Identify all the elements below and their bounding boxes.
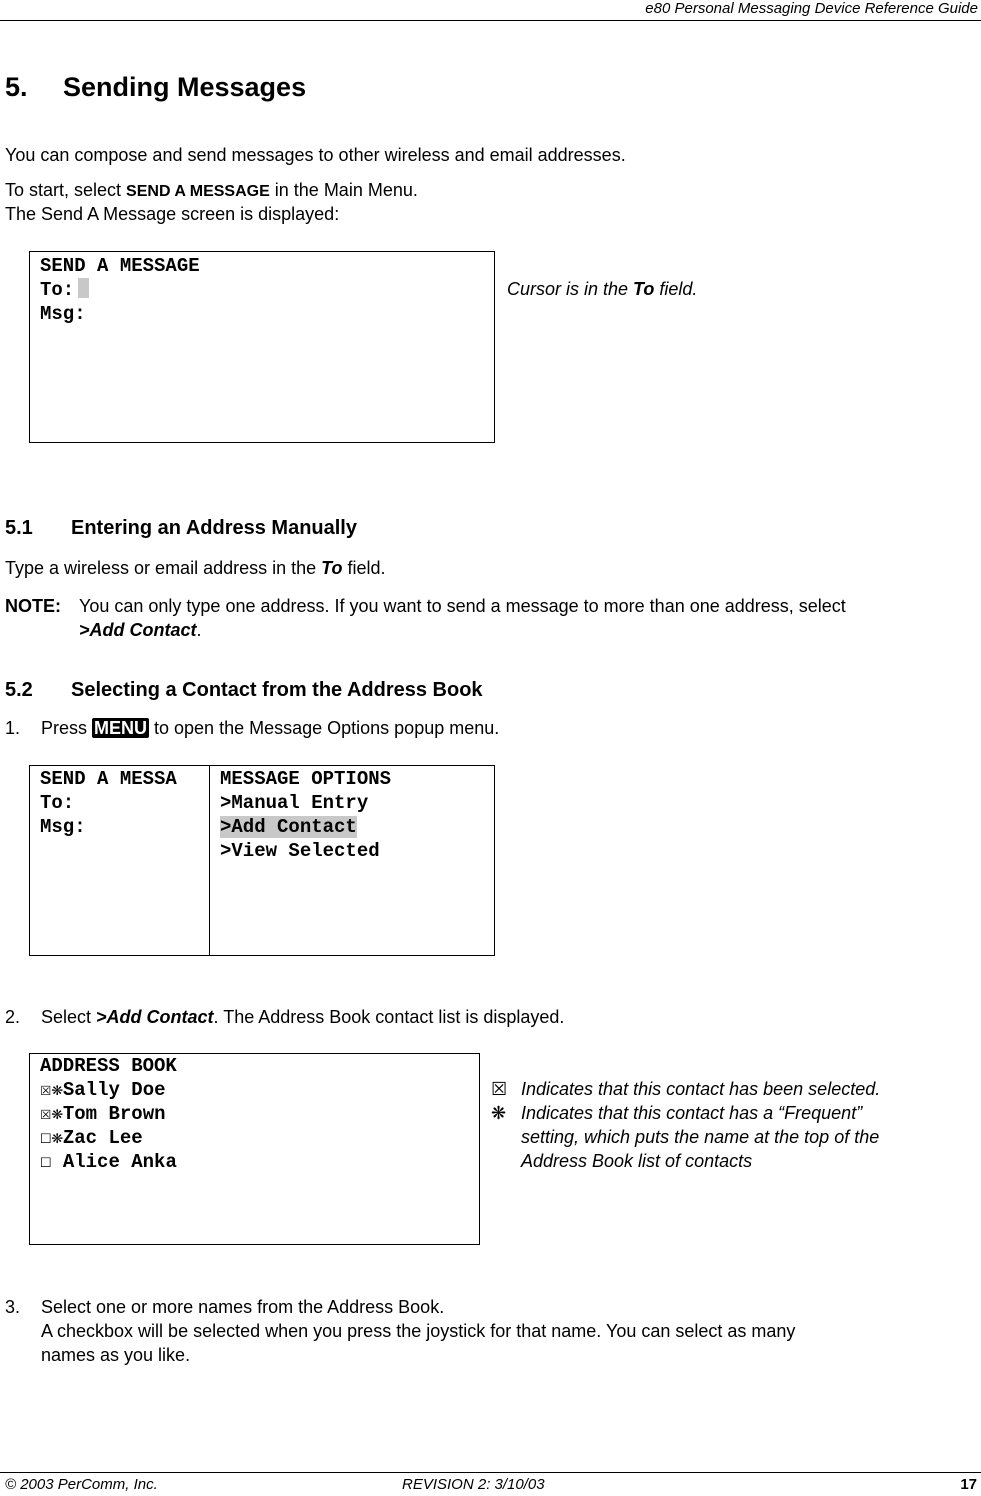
step-3-number: 3. [5,1297,21,1317]
step-3-line-1: Select one or more names from the Address Book. [41,1297,445,1317]
legend-frequent [491,1101,880,1125]
section-heading [5,72,306,103]
menu-key-badge: MENU [94,718,148,738]
caption-pre: Cursor is in the [507,279,634,299]
screen1-caption [507,277,697,301]
intro-line-2-post: in the Main Menu. [269,180,418,200]
screen1-to-row [40,278,484,302]
page-number: 17 [960,1476,977,1493]
screen2-left-pane [40,767,177,839]
intro-line-1: You can compose and send messages to other wireless and email addresses. [5,145,626,165]
footer-rule [0,1472,981,1473]
screen2-left-title: SEND A MESSA [40,768,177,790]
subsection-5-2-heading [5,679,483,702]
checked-box-icon: ☒ [491,1079,508,1099]
legend-selected [491,1077,880,1101]
subsection-5-1-title: Entering an Address Manually [71,517,357,539]
subsection-5-1-text [5,556,386,580]
message-options-screen [29,765,495,956]
contact-row[interactable]: ☒❋Tom Brown [40,1103,166,1125]
note-block [5,594,975,642]
send-message-screen [29,251,495,443]
s51-to-field: To [321,558,343,578]
contact-row[interactable]: ☒❋Sally Doe [40,1079,166,1101]
caption-to-field: To [633,279,655,299]
intro-line-2 [5,178,418,204]
intro-line-3: The Send A Message screen is displayed: [5,204,340,224]
asterisk-icon: ❋ [491,1103,507,1123]
menu-item-view-selected[interactable]: >View Selected [220,840,380,862]
text-cursor [78,278,89,298]
menu-item-add-contact[interactable]: >Add Contact [220,816,357,838]
s51-pre: Type a wireless or email address in the [5,558,322,578]
screen1-to-label: To: [40,279,75,301]
footer-revision: REVISION 2: 3/10/03 [402,1476,545,1493]
legend-selected-text: Indicates that this contact has been selected. [521,1079,881,1099]
step-1-pre: Press [41,718,93,738]
step-2-add-contact: >Add Contact [96,1007,214,1027]
contact-row[interactable]: ☐❋Zac Lee [40,1127,143,1149]
legend-frequent-line-3: Address Book list of contacts [521,1151,753,1171]
footer-copyright: © 2003 PerComm, Inc. [5,1476,158,1493]
section-number: 5. [5,72,28,102]
screen2-to-label: To: [40,792,75,814]
note-label: NOTE: [5,596,61,616]
subsection-5-2-number: 5.2 [5,679,33,701]
step-2-pre: Select [41,1007,97,1027]
note-add-contact: >Add Contact [79,620,197,640]
s51-post: field. [342,558,386,578]
address-book-legend [491,1077,880,1173]
screen2-msg-label: Msg: [40,816,86,838]
step-2-number: 2. [5,1007,21,1027]
step-2-post: . The Address Book contact list is displayed. [213,1007,565,1027]
address-book-screen [29,1053,480,1245]
section-title: Sending Messages [63,72,307,102]
step-3-line-2: A checkbox will be selected when you press the joystick for that name. You can select as many [41,1321,796,1341]
step-1-number: 1. [5,718,21,738]
menu-title: MESSAGE OPTIONS [220,768,392,790]
message-options-menu [220,767,391,863]
step-3 [5,1295,795,1367]
header-rule [0,20,981,21]
contact-row[interactable]: ☐ Alice Anka [40,1151,177,1173]
intro-line-2-pre: To start, select [5,180,127,200]
screen1-title: SEND A MESSAGE [40,255,200,277]
subsection-5-1-heading [5,517,357,540]
note-text: You can only type one address. If you want to send a message to more than one address, select [79,596,846,616]
screen2-divider [209,766,210,955]
legend-frequent-line-2: setting, which puts the name at the top of the [521,1127,880,1147]
step-2 [5,1005,564,1029]
step-1 [5,716,499,740]
note-end: . [196,620,202,640]
subsection-5-1-number: 5.1 [5,517,33,539]
send-a-message-label: SEND A MESSAGE [126,183,270,200]
legend-frequent-line-1: Indicates that this contact has a “Frequent” [521,1103,863,1123]
step-3-line-3: names as you like. [41,1345,191,1365]
note-line-2 [5,618,975,642]
address-book-title: ADDRESS BOOK [40,1055,177,1077]
subsection-5-2-title: Selecting a Contact from the Address Book [71,679,483,701]
caption-post: field. [654,279,698,299]
screen1-msg-label: Msg: [40,303,86,325]
menu-item-manual-entry[interactable]: >Manual Entry [220,792,369,814]
step-1-post: to open the Message Options popup menu. [149,718,500,738]
header-title: e80 Personal Messaging Device Reference Guide [645,0,978,17]
